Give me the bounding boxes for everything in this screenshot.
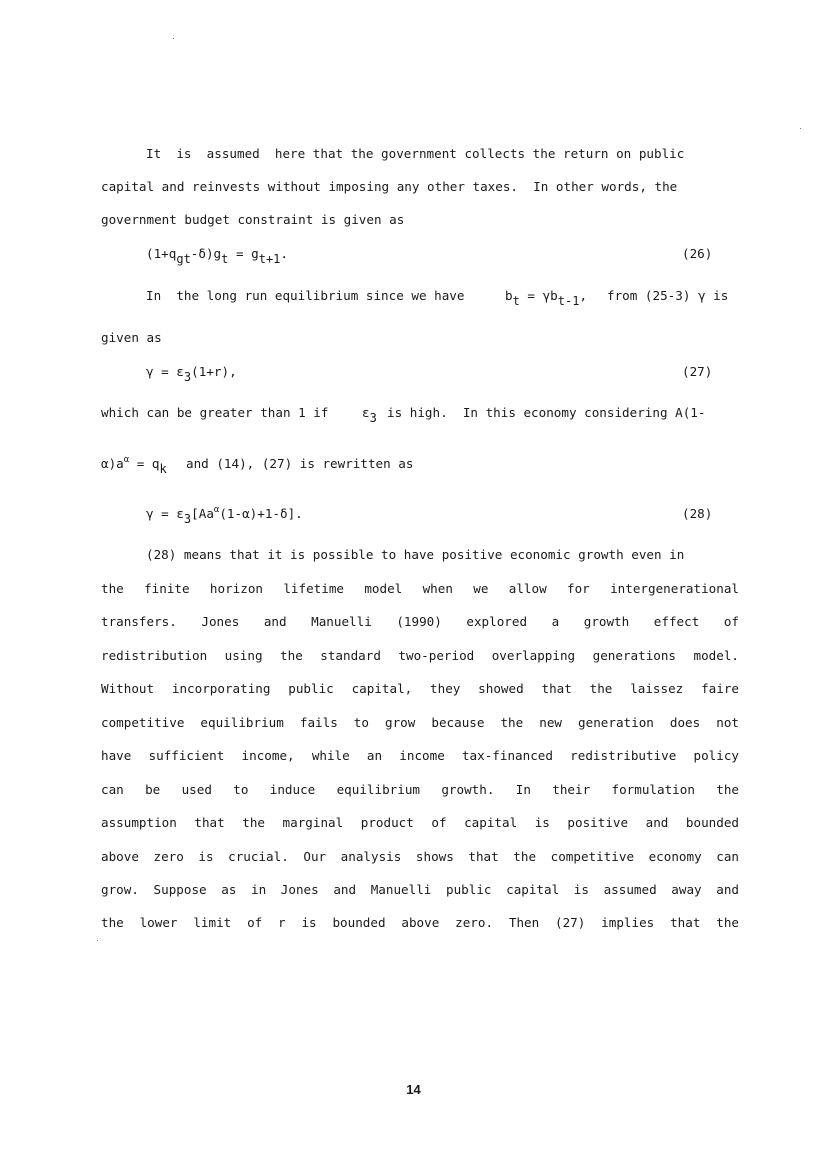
text-line: (28) means that it is possible to have positive economic growth even in	[146, 547, 685, 562]
equation-28: $\gamma = \varepsilon_3[Aa^\alpha(1-\alpha)+1-\delta]$.	[146, 505, 303, 526]
equation-number: (28)	[682, 506, 713, 521]
text-line: from (25-3) γ is	[607, 288, 729, 303]
scan-speck	[800, 128, 801, 129]
text-line: and (14), (27) is rewritten as	[186, 456, 414, 471]
text-line: redistribution using the standard two-period overlapping generations model.	[101, 648, 739, 663]
text-line: competitive equilibrium fails to grow because the new generation does not	[101, 715, 739, 730]
equation-number: (26)	[682, 246, 713, 261]
inline-math: $b_t = \gamma b_{t-1}$,	[505, 288, 588, 308]
equation-26: $(1+q_{gt}-\delta)g_t = g_{t+1}$.	[146, 246, 288, 266]
text-line: the finite horizon lifetime model when we allow for intergenerational	[101, 581, 739, 596]
equation-number: (27)	[682, 364, 713, 379]
inline-math: $\varepsilon_3$	[362, 405, 377, 425]
text-line: the lower limit of r is bounded above zero. Then (27) implies that the	[101, 915, 739, 930]
text-line: which can be greater than 1 if	[101, 405, 329, 420]
text-line: have sufficient income, while an income tax-financed redistributive policy	[101, 748, 739, 763]
text-line: capital and reinvests without imposing any other taxes. In other words, the	[101, 179, 678, 194]
text-line: is high. In this economy considering A(1-	[387, 405, 706, 420]
text-line: In the long run equilibrium since we have	[146, 288, 465, 303]
text-line: grow. Suppose as in Jones and Manuelli public capital is assumed away and	[101, 882, 739, 897]
text-line: given as	[101, 330, 162, 345]
scan-speck	[173, 38, 174, 39]
text-line: above zero is crucial. Our analysis shows that the competitive economy can	[101, 849, 739, 864]
text-line: government budget constraint is given as	[101, 212, 405, 227]
page-number: 14	[406, 1082, 421, 1097]
scan-speck	[97, 940, 98, 941]
text-line: Without incorporating public capital, they showed that the laissez faire	[101, 681, 739, 696]
text-line: assumption that the marginal product of capital is positive and bounded	[101, 815, 739, 830]
inline-math: $\alpha)a^\alpha = q_k$	[101, 455, 167, 476]
equation-27: $\gamma = \varepsilon_3(1+r)$,	[146, 364, 237, 384]
text-line: transfers. Jones and Manuelli (1990) explored a growth effect of	[101, 614, 739, 629]
text-line: can be used to induce equilibrium growth. In their formulation the	[101, 782, 739, 797]
text-line: It is assumed here that the government collects the return on public	[146, 146, 685, 161]
